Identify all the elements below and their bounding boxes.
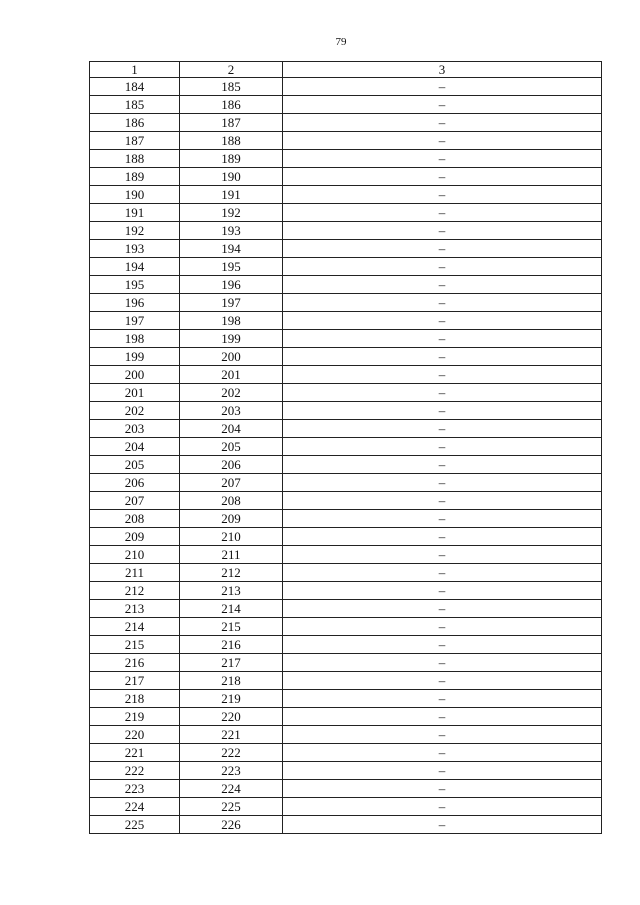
cell-col-1: 187	[90, 132, 180, 150]
cell-col-2: 213	[180, 582, 283, 600]
cell-col-3: –	[283, 186, 602, 204]
header-row	[90, 62, 602, 78]
table-row	[90, 636, 602, 654]
table-row	[90, 726, 602, 744]
table-row	[90, 672, 602, 690]
column-header-3: 3	[283, 62, 602, 78]
cell-col-3: –	[283, 384, 602, 402]
cell-col-1: 201	[90, 384, 180, 402]
cell-col-3: –	[283, 78, 602, 96]
cell-col-1: 199	[90, 348, 180, 366]
table-row	[90, 420, 602, 438]
cell-col-2: 222	[180, 744, 283, 762]
cell-col-2: 211	[180, 546, 283, 564]
cell-col-1: 192	[90, 222, 180, 240]
cell-col-3: –	[283, 780, 602, 798]
table-row	[90, 222, 602, 240]
cell-col-1: 200	[90, 366, 180, 384]
cell-col-2: 186	[180, 96, 283, 114]
cell-col-3: –	[283, 654, 602, 672]
table-row	[90, 132, 602, 150]
cell-col-1: 195	[90, 276, 180, 294]
cell-col-1: 207	[90, 492, 180, 510]
table-row	[90, 150, 602, 168]
cell-col-1: 206	[90, 474, 180, 492]
table-row	[90, 366, 602, 384]
cell-col-3: –	[283, 402, 602, 420]
cell-col-1: 216	[90, 654, 180, 672]
cell-col-3: –	[283, 600, 602, 618]
cell-col-1: 218	[90, 690, 180, 708]
cell-col-2: 185	[180, 78, 283, 96]
table-row	[90, 798, 602, 816]
cell-col-2: 193	[180, 222, 283, 240]
cell-col-3: –	[283, 456, 602, 474]
table-body	[90, 78, 602, 834]
cell-col-1: 191	[90, 204, 180, 222]
cell-col-1: 184	[90, 78, 180, 96]
cell-col-2: 220	[180, 708, 283, 726]
cell-col-2: 187	[180, 114, 283, 132]
table-header	[90, 62, 602, 78]
table-row	[90, 96, 602, 114]
cell-col-3: –	[283, 204, 602, 222]
cell-col-2: 223	[180, 762, 283, 780]
table-row	[90, 204, 602, 222]
cell-col-2: 216	[180, 636, 283, 654]
cell-col-1: 205	[90, 456, 180, 474]
cell-col-1: 202	[90, 402, 180, 420]
cell-col-1: 208	[90, 510, 180, 528]
table-row	[90, 510, 602, 528]
cell-col-1: 203	[90, 420, 180, 438]
cell-col-3: –	[283, 582, 602, 600]
cell-col-2: 188	[180, 132, 283, 150]
cell-col-2: 200	[180, 348, 283, 366]
table-row	[90, 780, 602, 798]
cell-col-3: –	[283, 438, 602, 456]
cell-col-3: –	[283, 798, 602, 816]
cell-col-2: 225	[180, 798, 283, 816]
cell-col-2: 219	[180, 690, 283, 708]
cell-col-3: –	[283, 816, 602, 834]
table-row	[90, 276, 602, 294]
cell-col-2: 195	[180, 258, 283, 276]
cell-col-1: 217	[90, 672, 180, 690]
table-row	[90, 744, 602, 762]
cell-col-2: 203	[180, 402, 283, 420]
table-row	[90, 186, 602, 204]
cell-col-1: 219	[90, 708, 180, 726]
table-row	[90, 546, 602, 564]
cell-col-1: 198	[90, 330, 180, 348]
cell-col-2: 196	[180, 276, 283, 294]
cell-col-3: –	[283, 312, 602, 330]
cell-col-3: –	[283, 294, 602, 312]
cell-col-2: 215	[180, 618, 283, 636]
cell-col-3: –	[283, 492, 602, 510]
cell-col-1: 209	[90, 528, 180, 546]
cell-col-3: –	[283, 564, 602, 582]
cell-col-1: 215	[90, 636, 180, 654]
cell-col-3: –	[283, 132, 602, 150]
cell-col-2: 189	[180, 150, 283, 168]
cell-col-2: 202	[180, 384, 283, 402]
cell-col-1: 193	[90, 240, 180, 258]
table-row	[90, 762, 602, 780]
cell-col-1: 213	[90, 600, 180, 618]
cell-col-2: 218	[180, 672, 283, 690]
table-row	[90, 600, 602, 618]
cell-col-3: –	[283, 276, 602, 294]
cell-col-2: 206	[180, 456, 283, 474]
table-row	[90, 690, 602, 708]
cell-col-3: –	[283, 546, 602, 564]
table-row	[90, 312, 602, 330]
table-row	[90, 582, 602, 600]
cell-col-1: 222	[90, 762, 180, 780]
table-row	[90, 528, 602, 546]
cell-col-1: 210	[90, 546, 180, 564]
cell-col-2: 221	[180, 726, 283, 744]
table-row	[90, 474, 602, 492]
table-row	[90, 708, 602, 726]
table-row	[90, 456, 602, 474]
cell-col-1: 225	[90, 816, 180, 834]
cell-col-1: 204	[90, 438, 180, 456]
cell-col-3: –	[283, 528, 602, 546]
cell-col-2: 194	[180, 240, 283, 258]
cell-col-1: 189	[90, 168, 180, 186]
cell-col-1: 196	[90, 294, 180, 312]
cell-col-2: 208	[180, 492, 283, 510]
cell-col-1: 220	[90, 726, 180, 744]
table-row	[90, 618, 602, 636]
column-header-2: 2	[180, 62, 283, 78]
cell-col-3: –	[283, 168, 602, 186]
cell-col-2: 205	[180, 438, 283, 456]
cell-col-2: 210	[180, 528, 283, 546]
cell-col-3: –	[283, 618, 602, 636]
table-row	[90, 294, 602, 312]
cell-col-3: –	[283, 258, 602, 276]
cell-col-2: 201	[180, 366, 283, 384]
cell-col-3: –	[283, 474, 602, 492]
cell-col-3: –	[283, 636, 602, 654]
table-row	[90, 492, 602, 510]
cell-col-3: –	[283, 762, 602, 780]
cell-col-1: 223	[90, 780, 180, 798]
table-row	[90, 654, 602, 672]
cell-col-3: –	[283, 330, 602, 348]
cell-col-1: 214	[90, 618, 180, 636]
cell-col-2: 207	[180, 474, 283, 492]
table-row	[90, 258, 602, 276]
table-row	[90, 330, 602, 348]
table-row	[90, 240, 602, 258]
cell-col-3: –	[283, 672, 602, 690]
table-row	[90, 78, 602, 96]
cell-col-1: 188	[90, 150, 180, 168]
cell-col-3: –	[283, 690, 602, 708]
cell-col-1: 197	[90, 312, 180, 330]
cell-col-3: –	[283, 726, 602, 744]
data-table	[89, 61, 602, 834]
cell-col-1: 186	[90, 114, 180, 132]
cell-col-3: –	[283, 744, 602, 762]
cell-col-2: 190	[180, 168, 283, 186]
cell-col-3: –	[283, 96, 602, 114]
cell-col-2: 224	[180, 780, 283, 798]
cell-col-1: 185	[90, 96, 180, 114]
cell-col-2: 199	[180, 330, 283, 348]
table-row	[90, 438, 602, 456]
cell-col-1: 194	[90, 258, 180, 276]
cell-col-2: 198	[180, 312, 283, 330]
cell-col-3: –	[283, 114, 602, 132]
cell-col-2: 204	[180, 420, 283, 438]
table-row	[90, 114, 602, 132]
column-header-1: 1	[90, 62, 180, 78]
table-row	[90, 348, 602, 366]
cell-col-3: –	[283, 348, 602, 366]
cell-col-1: 212	[90, 582, 180, 600]
cell-col-2: 209	[180, 510, 283, 528]
cell-col-2: 217	[180, 654, 283, 672]
table-row	[90, 816, 602, 834]
cell-col-1: 221	[90, 744, 180, 762]
page-number: 79	[335, 36, 347, 48]
cell-col-2: 214	[180, 600, 283, 618]
cell-col-3: –	[283, 510, 602, 528]
table-row	[90, 168, 602, 186]
table-row	[90, 384, 602, 402]
table-row	[90, 564, 602, 582]
cell-col-2: 192	[180, 204, 283, 222]
cell-col-3: –	[283, 420, 602, 438]
cell-col-2: 197	[180, 294, 283, 312]
cell-col-2: 226	[180, 816, 283, 834]
table-row	[90, 402, 602, 420]
cell-col-1: 211	[90, 564, 180, 582]
cell-col-3: –	[283, 240, 602, 258]
cell-col-2: 191	[180, 186, 283, 204]
cell-col-1: 224	[90, 798, 180, 816]
cell-col-3: –	[283, 366, 602, 384]
cell-col-2: 212	[180, 564, 283, 582]
cell-col-3: –	[283, 222, 602, 240]
cell-col-3: –	[283, 708, 602, 726]
cell-col-3: –	[283, 150, 602, 168]
cell-col-1: 190	[90, 186, 180, 204]
